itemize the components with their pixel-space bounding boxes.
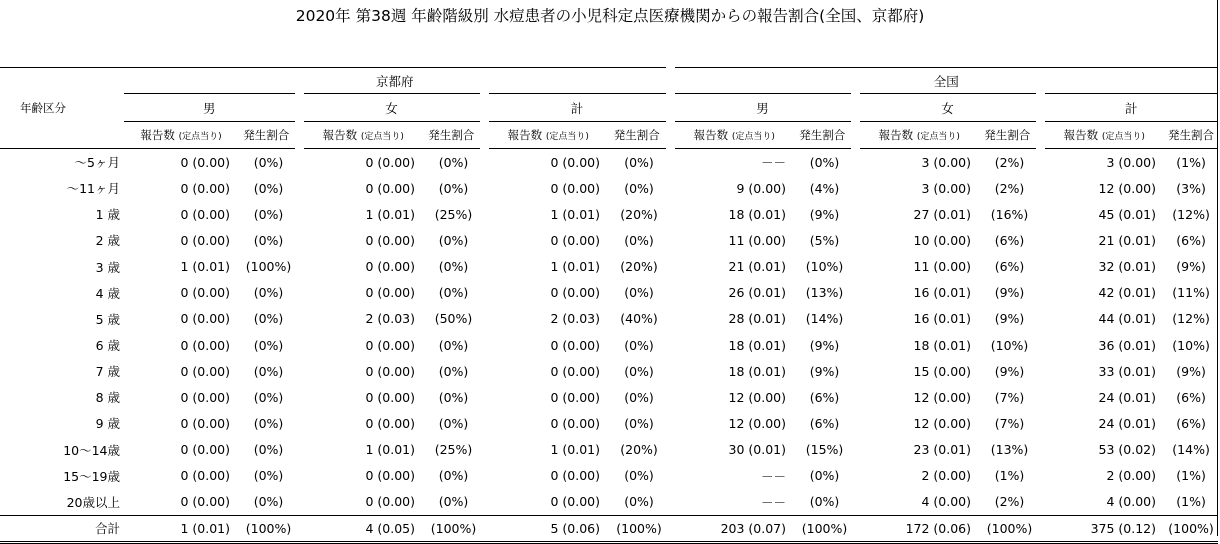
rate-cell-kyoto-female: (0%) xyxy=(438,180,469,196)
count-cell-national-male: 21 (0.01) xyxy=(728,259,787,275)
rate-cell-kyoto-male: (0%) xyxy=(253,311,284,327)
rate-cell-kyoto-male: (0%) xyxy=(253,206,284,222)
table-row xyxy=(0,410,1218,436)
rate-cell-kyoto-male: (0%) xyxy=(253,415,284,431)
count-cell-national-male: 18 (0.01) xyxy=(728,337,787,353)
count-cell-kyoto-female: 0 (0.00) xyxy=(365,285,415,301)
count-cell-kyoto-total: 0 (0.00) xyxy=(550,180,600,196)
rate-cell-national-female: (6%) xyxy=(994,259,1025,275)
count-cell-kyoto-male: 0 (0.00) xyxy=(180,232,230,248)
count-cell-national-female: 10 (0.00) xyxy=(913,232,972,248)
count-cell-kyoto-total: 0 (0.00) xyxy=(550,154,600,170)
col-header-count-label: 報告数 xyxy=(1063,128,1099,142)
rate-cell-national-total: (9%) xyxy=(1176,363,1206,379)
rate-cell-kyoto-female: (0%) xyxy=(438,232,469,248)
count-cell-national-male: －－ xyxy=(761,155,787,171)
rate-cell-kyoto-male: (100%) xyxy=(238,515,299,542)
table-row xyxy=(0,358,1218,384)
sex-header-national-female: 女 xyxy=(855,94,1040,122)
col-header-rate-national-male: 発生割合 xyxy=(794,122,855,149)
count-cell-national-total: 44 (0.01) xyxy=(1098,311,1157,327)
count-cell-kyoto-female: 0 (0.00) xyxy=(365,180,415,196)
rate-cell-national-male: (0%) xyxy=(809,468,840,484)
rate-cell-kyoto-total: (100%) xyxy=(608,515,670,542)
rate-cell-kyoto-female: (0%) xyxy=(438,337,469,353)
count-cell-kyoto-male: 0 (0.00) xyxy=(180,311,230,327)
count-cell-national-male: －－ xyxy=(761,468,787,484)
rate-cell-kyoto-total: (0%) xyxy=(624,494,654,510)
sex-header-kyoto-female: 女 xyxy=(299,94,484,122)
count-cell-national-female: 12 (0.00) xyxy=(913,389,972,405)
table-row xyxy=(0,489,1218,516)
rate-cell-national-male: (9%) xyxy=(809,206,840,222)
count-cell-national-male: 18 (0.01) xyxy=(728,206,787,222)
rate-cell-national-female: (6%) xyxy=(994,232,1025,248)
rate-cell-national-total: (1%) xyxy=(1176,468,1206,484)
rate-cell-kyoto-total: (0%) xyxy=(624,389,654,405)
count-cell-national-total: 12 (0.00) xyxy=(1098,180,1157,196)
count-cell-kyoto-male: 1 (0.01) xyxy=(124,515,238,542)
count-cell-kyoto-female: 1 (0.01) xyxy=(365,206,415,222)
rate-cell-national-male: (9%) xyxy=(809,337,840,353)
rate-cell-national-total: (14%) xyxy=(1172,442,1210,458)
rate-cell-kyoto-male: (0%) xyxy=(253,442,284,458)
table-row xyxy=(0,149,1218,176)
rate-cell-national-female: (13%) xyxy=(990,442,1029,458)
count-cell-kyoto-male: 0 (0.00) xyxy=(180,494,230,510)
table-row xyxy=(0,332,1218,358)
count-cell-kyoto-female: 0 (0.00) xyxy=(365,363,415,379)
col-header-count-label: 報告数 xyxy=(693,128,729,142)
count-cell-national-male: 12 (0.00) xyxy=(728,415,787,431)
rate-cell-kyoto-total: (20%) xyxy=(620,206,658,222)
count-cell-national-female: 4 (0.00) xyxy=(921,494,972,510)
count-cell-kyoto-total: 1 (0.01) xyxy=(550,442,600,458)
rate-cell-kyoto-female: (50%) xyxy=(434,311,473,327)
count-cell-national-female: 23 (0.01) xyxy=(913,442,972,458)
count-cell-national-female: 12 (0.00) xyxy=(913,415,972,431)
rate-cell-kyoto-total: (20%) xyxy=(620,259,658,275)
rate-cell-kyoto-female: (25%) xyxy=(434,206,473,222)
rate-cell-national-total: (6%) xyxy=(1176,389,1206,405)
report-table xyxy=(0,67,1218,544)
col-header-count-national-total xyxy=(1040,122,1164,149)
col-header-count-sub: (定点当り) xyxy=(360,132,404,142)
col-header-count-label: 報告数 xyxy=(322,128,358,142)
count-cell-kyoto-male: 0 (0.00) xyxy=(180,415,230,431)
table-row xyxy=(0,306,1218,332)
rate-cell-national-female: (100%) xyxy=(979,515,1040,542)
rate-cell-kyoto-total: (0%) xyxy=(624,285,654,301)
rate-cell-kyoto-male: (0%) xyxy=(253,494,284,510)
age-group-cell: 1 歳 xyxy=(95,207,120,223)
count-cell-national-total: 2 (0.00) xyxy=(1106,468,1157,484)
sex-header-kyoto-male: 男 xyxy=(124,94,299,122)
rate-cell-national-male: (14%) xyxy=(805,311,844,327)
age-group-cell: 7 歳 xyxy=(95,364,120,380)
rate-cell-national-female: (2%) xyxy=(994,494,1025,510)
table-row xyxy=(0,227,1218,253)
rate-cell-national-total: (11%) xyxy=(1172,285,1210,301)
table-row xyxy=(0,201,1218,227)
table-row xyxy=(0,254,1218,280)
age-group-cell: 6 歳 xyxy=(95,338,120,354)
age-group-cell: 10～14歳 xyxy=(63,442,120,458)
col-header-rate-national-total: 発生割合 xyxy=(1164,122,1218,149)
count-cell-national-female: 3 (0.00) xyxy=(921,154,972,170)
count-cell-national-male: 28 (0.01) xyxy=(728,311,787,327)
rate-cell-national-total: (12%) xyxy=(1172,311,1210,327)
count-cell-kyoto-total: 0 (0.00) xyxy=(550,389,600,405)
rate-cell-national-female: (7%) xyxy=(994,389,1025,405)
rate-cell-national-total: (10%) xyxy=(1172,337,1210,353)
count-cell-national-female: 2 (0.00) xyxy=(921,468,972,484)
rate-cell-national-total: (9%) xyxy=(1176,259,1206,275)
count-cell-kyoto-total: 0 (0.00) xyxy=(550,337,600,353)
col-header-count-label: 報告数 xyxy=(878,128,914,142)
col-header-count-sub: (定点当り) xyxy=(916,132,960,142)
rate-cell-national-male: (0%) xyxy=(809,154,840,170)
col-header-rate-kyoto-total: 発生割合 xyxy=(608,122,670,149)
rate-cell-national-female: (9%) xyxy=(994,363,1025,379)
count-cell-kyoto-male: 0 (0.00) xyxy=(180,337,230,353)
rate-cell-kyoto-male: (0%) xyxy=(253,337,284,353)
rate-cell-kyoto-total: (0%) xyxy=(624,180,654,196)
rate-cell-kyoto-male: (0%) xyxy=(253,468,284,484)
table-row xyxy=(0,384,1218,410)
col-header-count-national-male xyxy=(670,122,794,149)
count-cell-national-total: 32 (0.01) xyxy=(1098,259,1157,275)
count-cell-kyoto-male: 0 (0.00) xyxy=(180,389,230,405)
count-cell-national-female: 27 (0.01) xyxy=(913,206,972,222)
rate-cell-national-female: (9%) xyxy=(994,311,1025,327)
count-cell-kyoto-male: 0 (0.00) xyxy=(180,363,230,379)
col-header-count-label: 報告数 xyxy=(140,128,175,142)
count-cell-kyoto-female: 0 (0.00) xyxy=(365,259,415,275)
count-cell-kyoto-female: 0 (0.00) xyxy=(365,468,415,484)
count-cell-national-female: 172 (0.06) xyxy=(855,515,979,542)
rate-cell-national-female: (9%) xyxy=(994,285,1025,301)
rate-cell-kyoto-male: (0%) xyxy=(253,154,284,170)
count-cell-kyoto-female: 0 (0.00) xyxy=(365,232,415,248)
count-cell-national-total: 42 (0.01) xyxy=(1098,285,1157,301)
col-header-count-sub: (定点当り) xyxy=(178,132,222,142)
rate-cell-national-male: (6%) xyxy=(809,415,840,431)
col-header-count-sub: (定点当り) xyxy=(731,132,775,142)
col-header-rate-kyoto-female: 発生割合 xyxy=(423,122,484,149)
age-group-cell: ～5ヶ月 xyxy=(74,155,120,171)
rate-cell-national-total: (6%) xyxy=(1176,415,1206,431)
rate-cell-kyoto-female: (0%) xyxy=(438,468,469,484)
rate-cell-kyoto-female: (100%) xyxy=(423,515,484,542)
count-cell-national-male: 26 (0.01) xyxy=(728,285,787,301)
sex-header-kyoto-total: 計 xyxy=(484,94,670,122)
rate-cell-national-male: (0%) xyxy=(809,494,840,510)
rate-cell-kyoto-total: (0%) xyxy=(624,363,654,379)
col-header-rate-national-female: 発生割合 xyxy=(979,122,1040,149)
rate-cell-kyoto-total: (0%) xyxy=(624,154,654,170)
rate-cell-national-male: (13%) xyxy=(805,285,844,301)
age-group-header: 年齢区分 xyxy=(0,68,124,149)
rate-cell-national-female: (2%) xyxy=(994,154,1025,170)
count-cell-kyoto-male: 0 (0.00) xyxy=(180,180,230,196)
col-header-count-sub: (定点当り) xyxy=(1101,132,1145,142)
rate-cell-kyoto-total: (0%) xyxy=(624,337,654,353)
count-cell-national-male: －－ xyxy=(761,494,787,510)
count-cell-kyoto-total: 0 (0.00) xyxy=(550,285,600,301)
total-label: 合計 xyxy=(0,515,124,542)
rate-cell-national-male: (6%) xyxy=(809,389,840,405)
count-cell-national-female: 11 (0.00) xyxy=(913,259,972,275)
table-row xyxy=(0,437,1218,463)
count-cell-kyoto-male: 0 (0.00) xyxy=(180,285,230,301)
count-cell-kyoto-male: 1 (0.01) xyxy=(180,259,230,275)
count-cell-kyoto-total: 1 (0.01) xyxy=(550,206,600,222)
rate-cell-kyoto-male: (0%) xyxy=(253,285,284,301)
rate-cell-national-total: (1%) xyxy=(1176,494,1206,510)
count-cell-kyoto-female: 0 (0.00) xyxy=(365,389,415,405)
rate-cell-national-male: (4%) xyxy=(809,180,840,196)
region-header-kyoto: 京都府 xyxy=(124,68,670,94)
region-header-national: 全国 xyxy=(670,68,1218,94)
count-cell-national-total: 4 (0.00) xyxy=(1106,494,1157,510)
count-cell-kyoto-female: 0 (0.00) xyxy=(365,494,415,510)
count-cell-national-male: 12 (0.00) xyxy=(728,389,787,405)
count-cell-kyoto-female: 4 (0.05) xyxy=(299,515,423,542)
rate-cell-national-total: (1%) xyxy=(1176,154,1206,170)
rate-cell-national-total: (12%) xyxy=(1172,206,1210,222)
count-cell-kyoto-total: 0 (0.00) xyxy=(550,494,600,510)
col-header-count-national-female xyxy=(855,122,979,149)
count-cell-kyoto-total: 0 (0.00) xyxy=(550,468,600,484)
age-group-cell: 9 歳 xyxy=(95,416,120,432)
rate-cell-kyoto-male: (0%) xyxy=(253,389,284,405)
rate-cell-national-total: (3%) xyxy=(1176,180,1206,196)
count-cell-kyoto-total: 0 (0.00) xyxy=(550,415,600,431)
rate-cell-kyoto-male: (0%) xyxy=(253,232,284,248)
count-cell-national-male: 9 (0.00) xyxy=(736,180,787,196)
age-group-cell: 20歳以上 xyxy=(66,494,120,510)
rate-cell-kyoto-female: (0%) xyxy=(438,285,469,301)
col-header-count-kyoto-total xyxy=(484,122,608,149)
count-cell-kyoto-total: 1 (0.01) xyxy=(550,259,600,275)
rate-cell-national-total: (6%) xyxy=(1176,232,1206,248)
count-cell-national-total: 53 (0.02) xyxy=(1098,442,1157,458)
count-cell-kyoto-female: 0 (0.00) xyxy=(365,337,415,353)
count-cell-national-total: 33 (0.01) xyxy=(1098,363,1157,379)
count-cell-kyoto-male: 0 (0.00) xyxy=(180,468,230,484)
rate-cell-national-total: (100%) xyxy=(1164,515,1218,542)
count-cell-kyoto-male: 0 (0.00) xyxy=(180,442,230,458)
rate-cell-kyoto-total: (20%) xyxy=(620,442,658,458)
table-row xyxy=(0,463,1218,489)
rate-cell-national-male: (9%) xyxy=(809,363,840,379)
count-cell-kyoto-female: 1 (0.01) xyxy=(365,442,415,458)
rate-cell-national-male: (5%) xyxy=(809,232,840,248)
rate-cell-kyoto-total: (0%) xyxy=(624,415,654,431)
col-header-count-kyoto-male xyxy=(124,122,238,149)
count-cell-kyoto-total: 0 (0.00) xyxy=(550,363,600,379)
rate-cell-kyoto-female: (0%) xyxy=(438,363,469,379)
count-cell-national-female: 15 (0.00) xyxy=(913,363,972,379)
rate-cell-kyoto-total: (0%) xyxy=(624,232,654,248)
count-cell-national-male: 30 (0.01) xyxy=(728,442,787,458)
age-group-cell: 2 歳 xyxy=(95,233,120,249)
rate-cell-national-female: (10%) xyxy=(990,337,1029,353)
rate-cell-national-female: (16%) xyxy=(990,206,1029,222)
count-cell-kyoto-total: 5 (0.06) xyxy=(484,515,608,542)
age-group-cell: 4 歳 xyxy=(95,285,120,301)
count-cell-national-female: 16 (0.01) xyxy=(913,285,972,301)
rate-cell-kyoto-total: (0%) xyxy=(624,468,654,484)
rate-cell-national-male: (15%) xyxy=(805,442,844,458)
rate-cell-kyoto-male: (0%) xyxy=(253,180,284,196)
count-cell-national-total: 3 (0.00) xyxy=(1106,154,1157,170)
rate-cell-kyoto-male: (100%) xyxy=(245,259,292,275)
col-header-count-kyoto-female xyxy=(299,122,423,149)
count-cell-national-total: 24 (0.01) xyxy=(1098,389,1157,405)
rate-cell-kyoto-female: (0%) xyxy=(438,259,469,275)
age-group-cell: 15～19歳 xyxy=(63,468,120,484)
count-cell-kyoto-female: 0 (0.00) xyxy=(365,154,415,170)
rate-cell-kyoto-female: (0%) xyxy=(438,415,469,431)
count-cell-kyoto-total: 2 (0.03) xyxy=(550,311,600,327)
rate-cell-national-male: (10%) xyxy=(805,259,844,275)
sex-header-national-total: 計 xyxy=(1040,94,1218,122)
count-cell-kyoto-female: 2 (0.03) xyxy=(365,311,415,327)
col-header-rate-kyoto-male: 発生割合 xyxy=(238,122,299,149)
count-cell-national-male: 11 (0.00) xyxy=(728,232,787,248)
count-cell-national-female: 18 (0.01) xyxy=(913,337,972,353)
count-cell-national-total: 24 (0.01) xyxy=(1098,415,1157,431)
rate-cell-kyoto-female: (0%) xyxy=(438,389,469,405)
count-cell-kyoto-male: 0 (0.00) xyxy=(180,206,230,222)
count-cell-national-total: 45 (0.01) xyxy=(1098,206,1157,222)
sex-header-national-male: 男 xyxy=(670,94,855,122)
count-cell-kyoto-total: 0 (0.00) xyxy=(550,232,600,248)
count-cell-kyoto-female: 0 (0.00) xyxy=(365,415,415,431)
rate-cell-national-male: (100%) xyxy=(794,515,855,542)
count-cell-national-total: 375 (0.12) xyxy=(1040,515,1164,542)
table-row xyxy=(0,175,1218,201)
count-cell-kyoto-male: 0 (0.00) xyxy=(180,154,230,170)
age-group-cell: ～11ヶ月 xyxy=(66,181,120,197)
rate-cell-national-female: (7%) xyxy=(994,415,1025,431)
count-cell-national-female: 16 (0.01) xyxy=(913,311,972,327)
rate-cell-national-female: (1%) xyxy=(994,468,1025,484)
age-group-cell: 8 歳 xyxy=(95,390,120,406)
report-title: 2020年 第38週 年齢階級別 水痘患者の小児科定点医療機関からの報告割合(全国、京都府) xyxy=(295,7,925,25)
table-row xyxy=(0,280,1218,306)
rate-cell-kyoto-female: (25%) xyxy=(434,442,473,458)
count-cell-national-female: 3 (0.00) xyxy=(921,180,972,196)
count-cell-national-male: 203 (0.07) xyxy=(670,515,794,542)
col-header-count-sub: (定点当り) xyxy=(545,132,589,142)
rate-cell-kyoto-female: (0%) xyxy=(438,494,469,510)
age-group-cell: 5 歳 xyxy=(95,311,120,327)
total-row xyxy=(0,515,1218,542)
col-header-count-label: 報告数 xyxy=(507,128,543,142)
rate-cell-kyoto-male: (0%) xyxy=(253,363,284,379)
count-cell-national-total: 21 (0.01) xyxy=(1098,232,1157,248)
rate-cell-kyoto-female: (0%) xyxy=(438,154,469,170)
rate-cell-national-female: (2%) xyxy=(994,180,1025,196)
rate-cell-kyoto-total: (40%) xyxy=(620,311,658,327)
count-cell-national-total: 36 (0.01) xyxy=(1098,337,1157,353)
age-group-cell: 3 歳 xyxy=(95,259,120,275)
count-cell-national-male: 18 (0.01) xyxy=(728,363,787,379)
